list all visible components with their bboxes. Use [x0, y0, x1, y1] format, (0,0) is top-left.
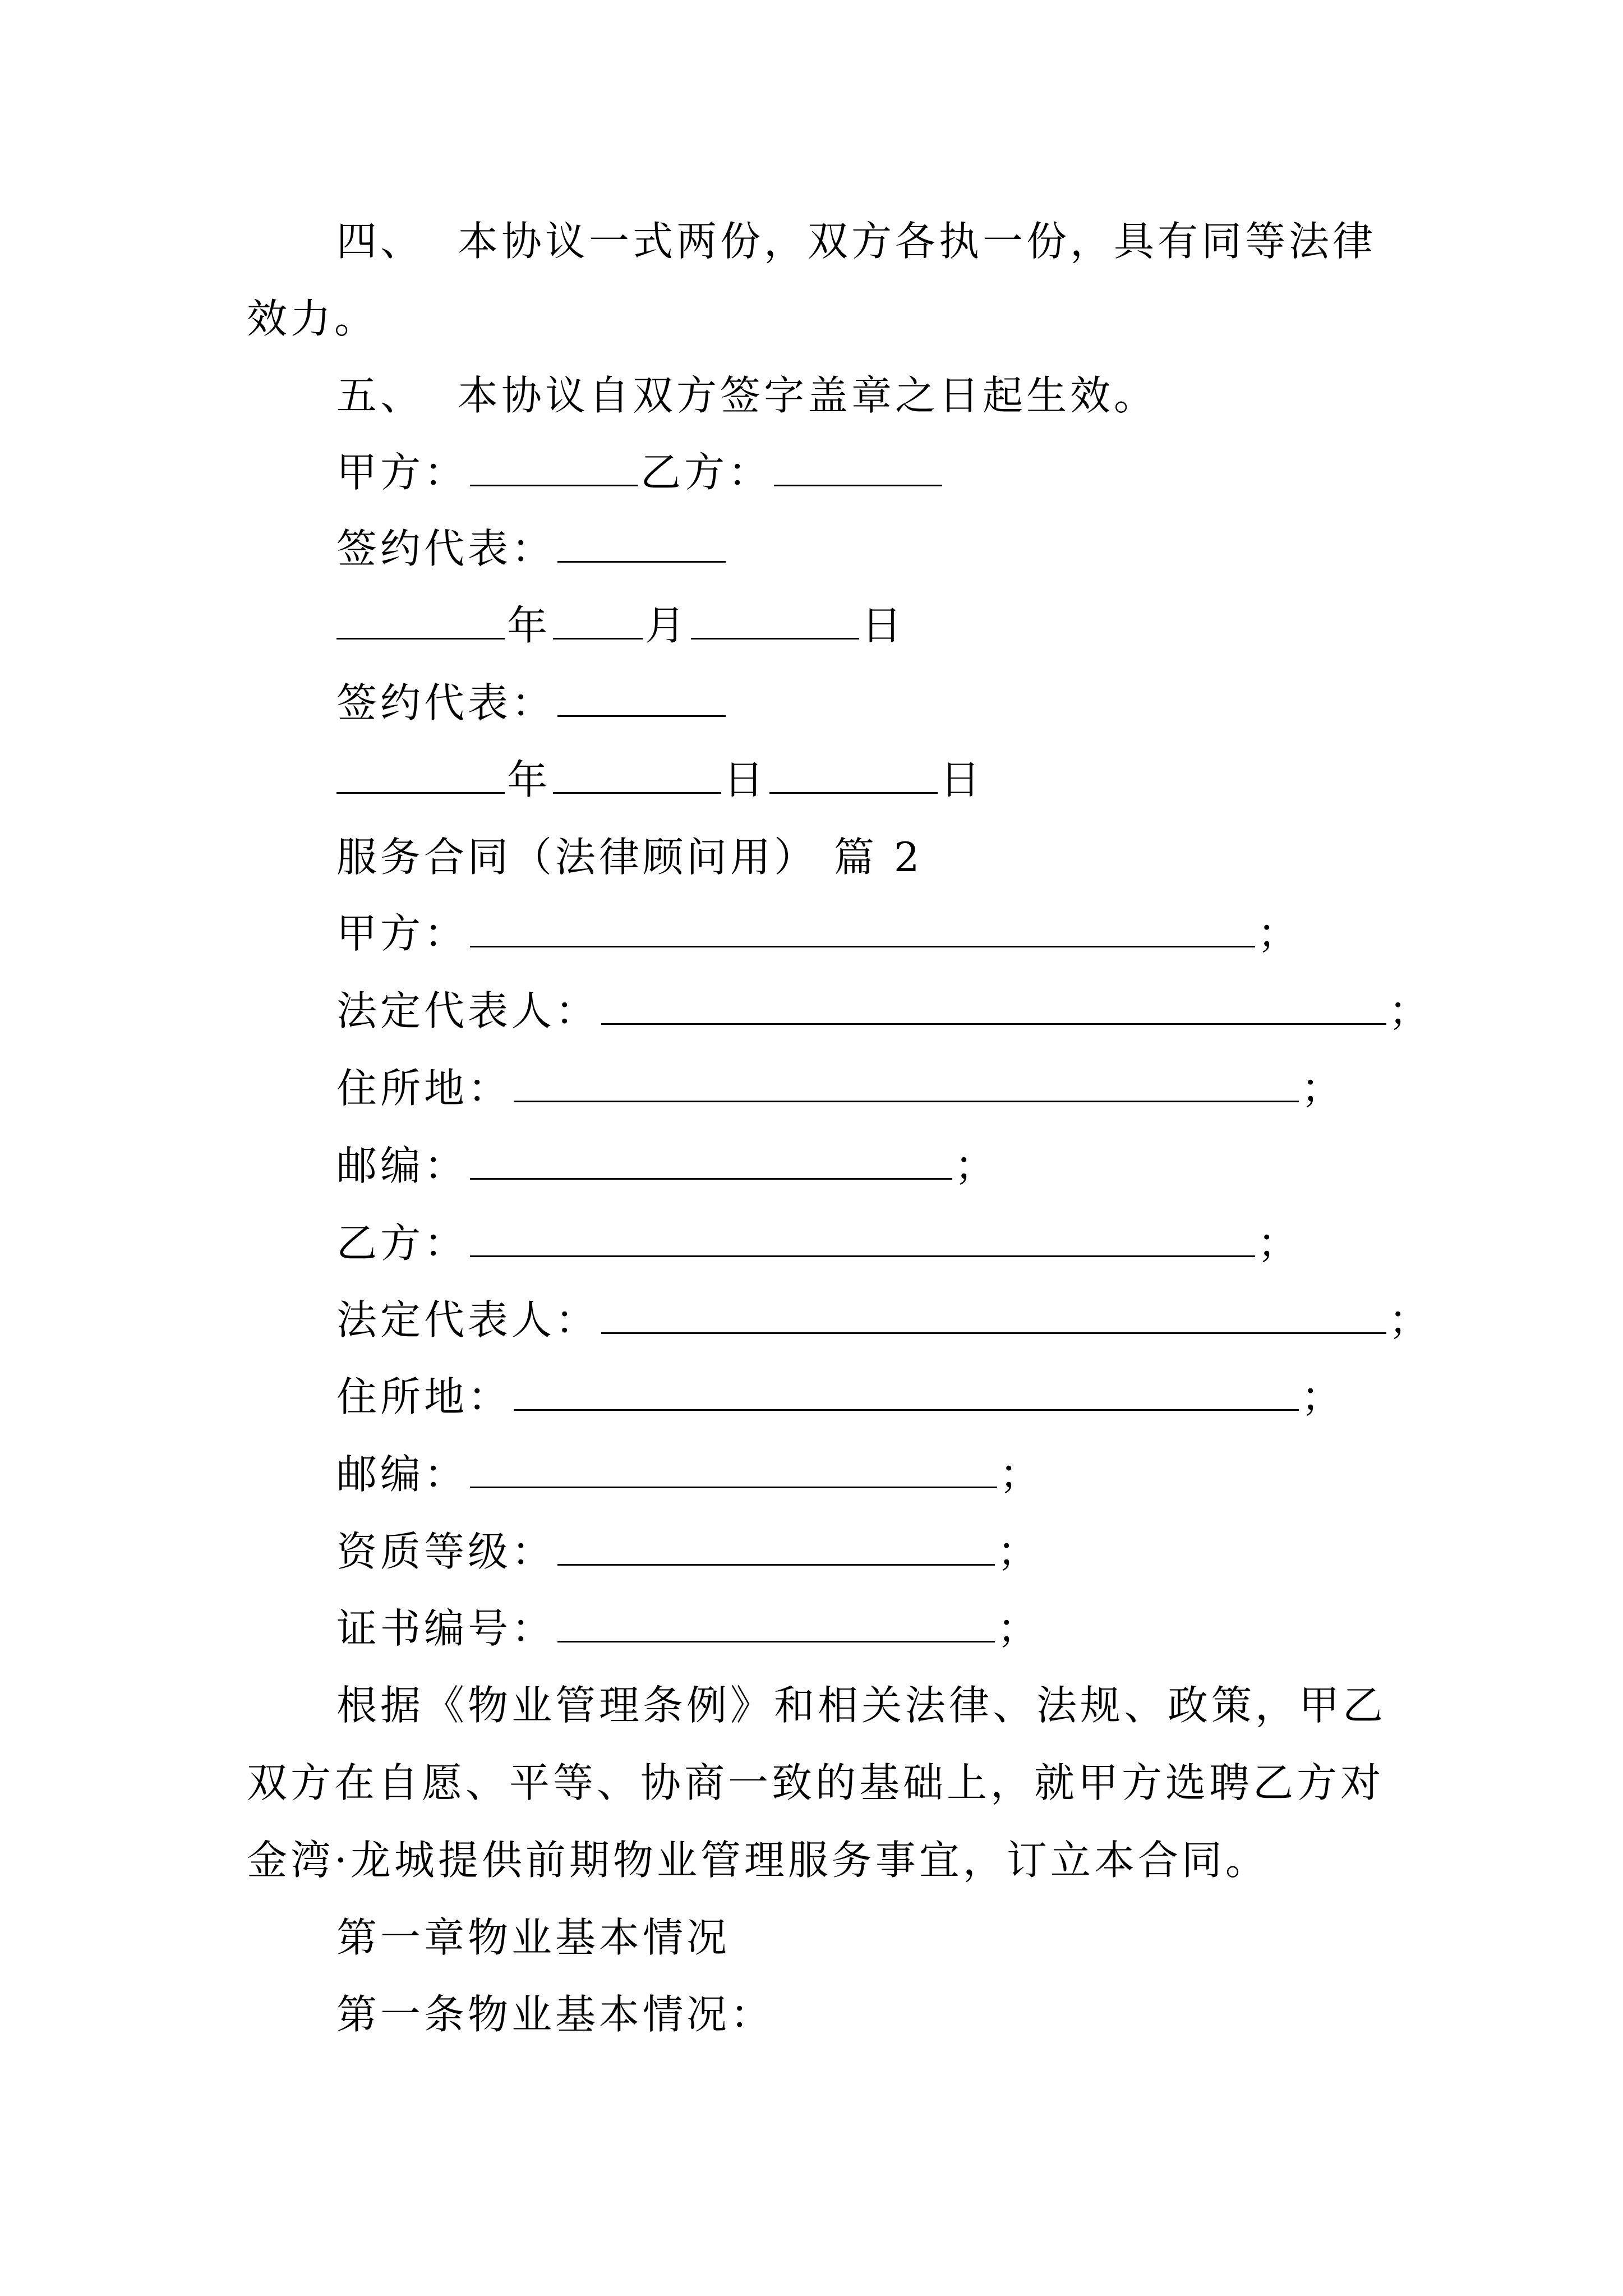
party-b-input-blank[interactable]: [470, 1218, 1255, 1257]
clause-four-text: 本协议一式两份，双方各执一份，具有同等法律: [458, 218, 1377, 265]
year-label: 年: [507, 602, 551, 649]
date-line-2: [336, 752, 984, 808]
clause-five-number: 五、: [336, 372, 425, 419]
middle-label: 日: [723, 756, 768, 803]
year-blank[interactable]: [336, 755, 505, 794]
clause-four-continuation: 效力。: [247, 295, 379, 342]
field-label: 邮编：: [336, 1451, 468, 1498]
field-label: 住所地：: [336, 1373, 512, 1420]
party-a-input-blank[interactable]: [470, 909, 1255, 947]
signing-rep-line-1: [336, 521, 728, 577]
field-party-b-legal-rep: [336, 1292, 1432, 1348]
signing-rep-label: 签约代表：: [336, 525, 556, 572]
paragraph-line-3: 金湾·龙城提供前期物业管理服务事宜，订立本合同。: [247, 1837, 1269, 1884]
party-a-label: 甲方：: [336, 449, 468, 496]
field-label: 邮编：: [336, 1142, 468, 1189]
field-end: ；: [1389, 987, 1433, 1034]
field-certificate-number: [336, 1600, 1041, 1657]
field-end: ；: [1301, 1065, 1345, 1112]
certificate-input-blank[interactable]: [557, 1604, 995, 1642]
field-label: 甲方：: [336, 910, 468, 957]
party-a-blank[interactable]: [470, 448, 638, 486]
qualification-input-blank[interactable]: [557, 1527, 995, 1566]
clause-four-number: 四、: [336, 218, 425, 265]
month-label: 月: [645, 602, 689, 649]
field-end: ；: [1257, 1220, 1302, 1267]
field-party-a: [336, 905, 1301, 961]
field-end: ；: [1257, 910, 1302, 957]
party-b-blank[interactable]: [774, 448, 942, 486]
day-blank[interactable]: [691, 601, 859, 639]
day-blank[interactable]: [769, 755, 938, 794]
field-label: 乙方：: [336, 1220, 468, 1267]
field-label: 法定代表人：: [336, 1296, 600, 1343]
day-label: 日: [861, 602, 906, 649]
year-label: 年: [507, 756, 551, 803]
field-party-a-postcode: [336, 1138, 998, 1194]
signing-rep-label: 签约代表：: [336, 679, 556, 726]
field-qualification-level: [336, 1524, 1041, 1580]
paragraph-line-1: 根据《物业管理条例》和相关法律、法规、政策，甲乙: [336, 1682, 1387, 1729]
party-b-label: 乙方：: [640, 449, 772, 496]
postcode-input-blank[interactable]: [470, 1141, 952, 1180]
field-end: ；: [1389, 1296, 1433, 1343]
contract-2-title: 服务合同（法律顾问用） 篇 2: [336, 834, 923, 881]
field-party-b: [336, 1215, 1301, 1271]
field-label: 法定代表人：: [336, 987, 600, 1034]
field-end: ；: [1301, 1373, 1345, 1420]
address-input-blank[interactable]: [514, 1372, 1299, 1411]
field-party-a-legal-rep: [336, 983, 1432, 1039]
field-party-b-address: [336, 1369, 1345, 1425]
field-end: ；: [955, 1142, 999, 1189]
signing-rep-line-2: [336, 675, 728, 731]
signing-rep-blank[interactable]: [557, 678, 726, 717]
clause-four: [336, 213, 1376, 269]
clause-five: [336, 367, 1158, 424]
legal-rep-input-blank[interactable]: [601, 1295, 1386, 1334]
legal-rep-input-blank[interactable]: [601, 986, 1386, 1025]
middle-blank[interactable]: [553, 755, 721, 794]
field-party-a-address: [336, 1060, 1345, 1116]
chapter-heading: 第一章物业基本情况: [336, 1914, 731, 1961]
postcode-input-blank[interactable]: [470, 1450, 997, 1488]
address-input-blank[interactable]: [514, 1064, 1299, 1102]
article-heading: 第一条物业基本情况：: [336, 1991, 774, 2038]
field-end: ；: [997, 1605, 1041, 1652]
year-blank[interactable]: [336, 601, 505, 639]
field-end: ；: [997, 1528, 1041, 1575]
signing-rep-blank[interactable]: [557, 524, 726, 563]
field-label: 住所地：: [336, 1065, 512, 1112]
paragraph-line-2: 双方在自愿、平等、协商一致的基础上，就甲方选聘乙方对: [247, 1759, 1385, 1806]
field-party-b-postcode: [336, 1446, 1043, 1502]
month-blank[interactable]: [553, 601, 643, 639]
clause-five-text: 本协议自双方签字盖章之日起生效。: [458, 372, 1158, 419]
date-line-1: [336, 597, 905, 654]
day-label: 日: [940, 756, 984, 803]
signature-parties-line: [336, 444, 944, 500]
field-end: ；: [999, 1451, 1044, 1498]
field-label: 资质等级：: [336, 1528, 556, 1575]
field-label: 证书编号：: [336, 1605, 556, 1652]
